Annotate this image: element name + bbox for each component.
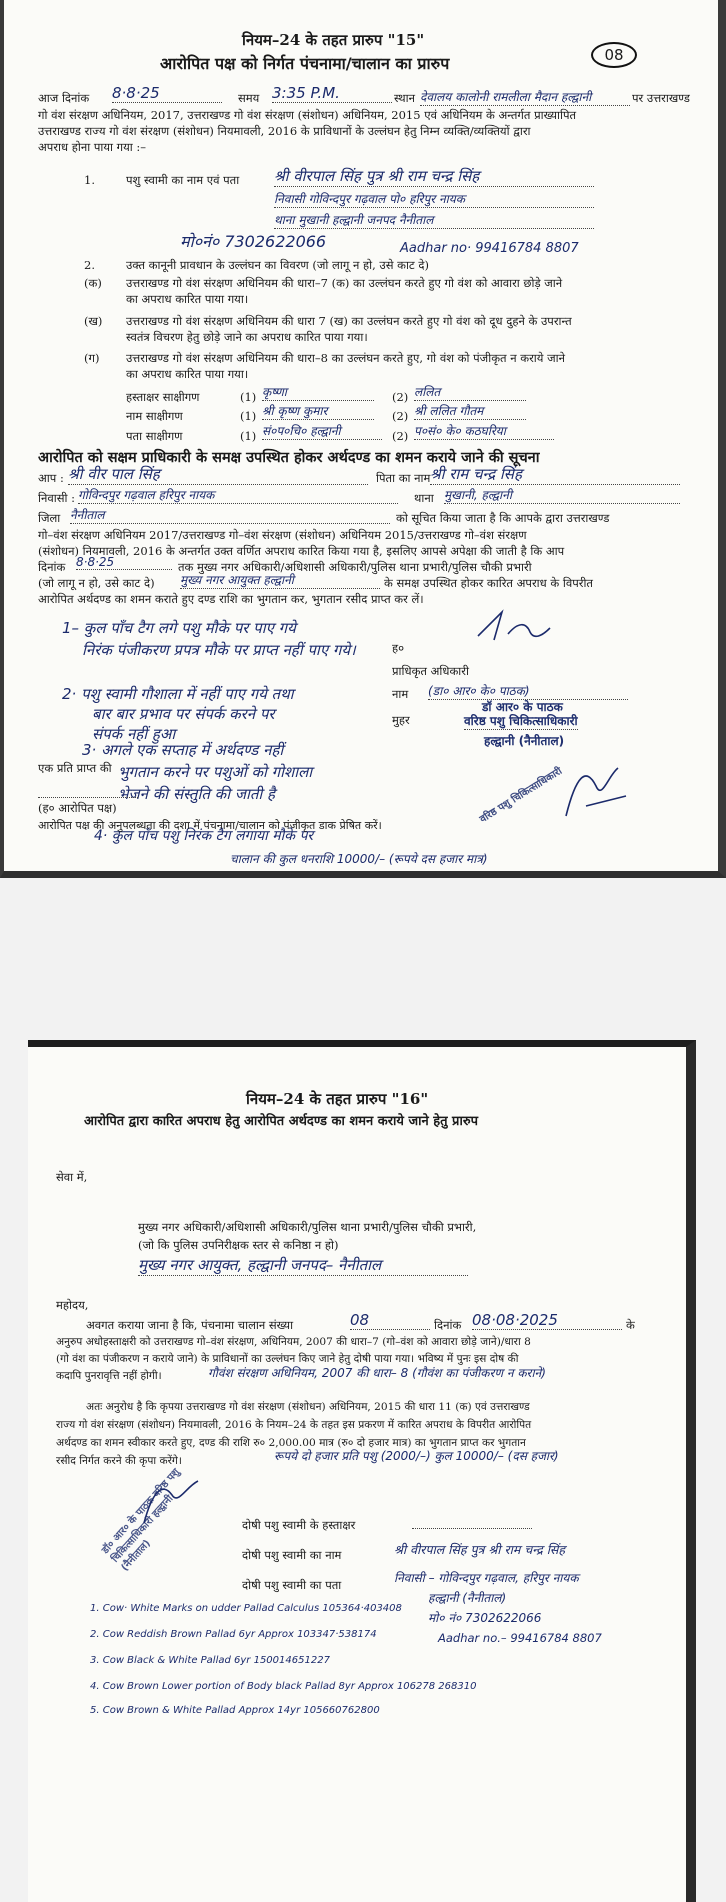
jila-tail: को सूचित किया जाता है कि आपके द्वारा उत्तराखण्ड: [396, 511, 610, 525]
intro-line-2: उत्तराखण्ड राज्य गो वंश संरक्षण (संशोधन) नियमावली, 2016 के प्राविधानों के उल्लंघन हेतु निम्न व्यक्ति/व्यक्तियों द्वारा: [38, 124, 531, 138]
remark-line-3: 2· पशु स्वामी गौशाला में नहीं पाए गये तथा: [62, 685, 294, 703]
remark-line-4: बार बार प्रभाव पर संपर्क करने पर: [92, 705, 275, 723]
stamp-officer-name: डॉ आर० के पाठक: [482, 700, 563, 714]
officer-signature: [472, 606, 562, 650]
niwasi-label: निवासी :: [38, 491, 76, 505]
p1-line-2: (गो वंश का पंजीकरण न कराये जाने) के प्राविधानों का उल्लंघन किए जाने हेतु दोषी पाया गया। भविष्य में पुनः इस दोष की: [56, 1353, 519, 1365]
form15-subtitle: आरोपित पक्ष को निर्गत पंचनामा/चालान का प्रारुप: [160, 54, 450, 73]
sub-ka-line-1: उत्तराखण्ड गो वंश संरक्षण अधिनियम की धारा–7 (क) का उल्लंघन करते हुए गो वंश को आवारा छोड़े जाने: [126, 276, 563, 290]
owner-line-1: श्री वीरपाल सिंह पुत्र श्री राम चन्द्र सिंह: [274, 166, 594, 187]
date-value: 8·8·25: [112, 84, 222, 103]
p2-handwritten: रूपये दो हजार प्रति पशु (2000/–) कुल 10000/– (दस हजार): [274, 1449, 559, 1463]
owner-aadhar: Aadhar no· 99416784 8807: [400, 241, 579, 256]
auth-officer-label: प्राधिकृत अधिकारी: [392, 664, 469, 678]
p2-line-4: रसीद निर्गत करने की कृपा करेंगे।: [56, 1455, 182, 1467]
notice-line-1: गो–वंश संरक्षण अधिनियम 2017/उत्तराखण्ड गो–वंश संरक्षण (संशोधन) अधिनियम 2015/उत्तराखण्ड गो–वंश संरक्षण: [38, 528, 527, 542]
notice-last: आरोपित अर्थदण्ड का शमन कराते हुए दण्ड राशि का भुगतान कर, भुगतान रसीद प्राप्त कर लें।: [38, 592, 424, 606]
stamp-signature: [556, 756, 636, 826]
father-label: पिता का नाम: [376, 471, 431, 485]
witness-no-1-name: (1): [240, 409, 257, 423]
aap-label: आप :: [38, 471, 64, 485]
remark-line-5: संपर्क नहीं हुआ: [92, 725, 176, 743]
sub-ga-line-1: उत्तराखण्ड गो वंश संरक्षण अधिनियम की धारा–8 का उल्लंघन करते हुए, गो वंश को पंजीकृत न कराये जाने: [126, 351, 566, 365]
witness-no-2-addr: (2): [392, 429, 409, 443]
cattle-item-2: 2. Cow Reddish Brown Pallad 6yr Approx 103347·538174: [90, 1629, 377, 1640]
guilty-sign-line: [412, 1527, 532, 1529]
intro-tail: पर उत्तराखण्ड: [632, 91, 690, 105]
jila-label: जिला: [38, 511, 61, 525]
witness2-address: प०सं० के० कठघरिया: [414, 422, 554, 440]
witness2-name: श्री ललित गौतम: [414, 402, 526, 420]
witness1-signature: कृष्णा: [262, 383, 374, 401]
guilty-sign-label: दोषी पशु स्वामी के हस्ताक्षर: [242, 1518, 356, 1532]
time-label: समय: [238, 91, 260, 105]
guilty-name-label: दोषी पशु स्वामी का नाम: [242, 1548, 342, 1562]
mahoday: महोदय,: [56, 1298, 89, 1312]
jolagu-tail: के समक्ष उपस्थित होकर कारित अपराध के विपरीत: [384, 576, 593, 590]
item1-number: 1.: [84, 173, 95, 187]
seal-label: मुहर: [392, 713, 410, 727]
witness-name-label: नाम साक्षीगण: [126, 409, 183, 423]
place-label: स्थान: [394, 91, 415, 105]
cattle-item-1: 1. Cow· White Marks on udder Pallad Calculus 105364·403408: [90, 1603, 402, 1614]
p1-handwritten: गौवंश संरक्षण अधिनियम, 2007 की धारा– 8 (गौवंश का पंजीकरण न कराने): [208, 1366, 546, 1380]
item2-text: उक्त कानूनी प्रावधान के उल्लंघन का विवरण (जो लागू न हो, उसे काट दे): [126, 258, 429, 272]
copy-received-label: एक प्रति प्राप्त की: [38, 761, 112, 775]
police-station: मुखानी, हल्द्वानी: [444, 486, 680, 504]
time-value: 3:35 P.M.: [272, 84, 392, 103]
item1-label: पशु स्वामी का नाम एवं पता: [126, 173, 240, 187]
thana-label: थाना: [414, 491, 434, 505]
p1-date-label: दिनांक: [434, 1318, 462, 1332]
guilty-aadhar: Aadhar no.– 99416784 8807: [438, 1631, 602, 1645]
owner-line-2: निवासी गोविन्दपुर गढ़वाल पो० हरिपुर नायक: [274, 190, 594, 208]
notice-heading: आरोपित को सक्षम प्राधिकारी के समक्ष उपस्थित होकर अर्थदण्ड का शमन कराये जाने की सूचना: [38, 449, 540, 466]
witness2-signature: ललित: [414, 383, 526, 401]
witness-no-2-sign: (2): [392, 390, 409, 404]
cattle-item-4: 4. Cow Brown Lower portion of Body black Pallad 8yr Approx 106278 268310: [90, 1681, 477, 1692]
form16-subtitle: आरोपित द्वारा कारित अपराध हेतु आरोपित अर्थदण्ड का शमन कराये जाने हेतु प्रारुप: [84, 1114, 478, 1129]
ho-label: ह०: [392, 641, 405, 655]
sub-ga-label: (ग): [84, 351, 100, 365]
p1-suffix: के: [626, 1318, 635, 1332]
p2-line-3: अर्थदण्ड का शमन स्वीकार करते हुए, दण्ड की राशि रु० 2,000.00 मात्र (रु० दो हजार मात्र) का भुगतान प्राप्त कर भुगतान: [56, 1437, 526, 1449]
witness1-name: श्री कृष्ण कुमार: [262, 402, 374, 420]
item2-number: 2.: [84, 258, 95, 272]
footer-line: आरोपित पक्ष की अनुपलब्धता की दशा में पंचनामा/चालान को पंजीकृत डाक प्रेषित करें।: [38, 819, 382, 832]
appearance-date: 8·8·25: [76, 555, 172, 570]
notice-line-2: (संशोधन) नियमावली, 2016 के अन्तर्गत उक्त वर्णित अपराध कारित किया गया है, इसलिए आपसे अपेक्षा की जाती है कि आप: [38, 544, 565, 558]
addressee-handwritten: मुख्य नगर आयुक्त, हल्द्वानी जनपद– नैनीताल: [138, 1255, 468, 1276]
guilty-address: निवासी – गोविन्दपुर गढ़वाल, हरिपुर नायक: [394, 1571, 579, 1585]
witness-sign-label: हस्ताक्षर साक्षीगण: [126, 390, 200, 404]
p2-line-2: राज्य गो वंश संरक्षण (संशोधन) नियमावली, 2016 के नियम–24 के तहत इस प्रकरण में कारित अपराध के विपरीत आरोपित: [56, 1419, 532, 1431]
witness1-address: सं०प०चि० हल्द्वानी: [262, 422, 382, 440]
father-name: श्री राम चन्द्र सिंह: [430, 464, 680, 485]
form16-title: नियम–24 के तहत प्रारुप "16": [246, 1090, 429, 1108]
remark-line-6: 3· अगले एक सप्ताह में अर्थदण्ड नहीं: [82, 741, 284, 759]
district: नैनीताल: [70, 506, 390, 524]
sub-kha-line-1: उत्तराखण्ड गो वंश संरक्षण अधिनियम की धारा 7 (ख) का उल्लंघन करते हुए गो वंश को दूध दुहने के उपरान्त: [126, 314, 572, 328]
p1-prefix: अवगत कराया जाना है कि, पंचनामा चालान संख्या: [86, 1318, 294, 1332]
guilty-addr-label: दोषी पशु स्वामी का पता: [242, 1578, 342, 1592]
jolagu-text: (जो लागू न हो, उसे काट दे): [38, 576, 155, 590]
challan-date: 08·08·2025: [472, 1311, 622, 1330]
witness-addr-label: पता साक्षीगण: [126, 429, 183, 443]
witness-no-2-name: (2): [392, 409, 409, 423]
officer-name: (डा० आर० के० पाठक): [428, 682, 628, 700]
remark-line-10: चालान की कुल धनराशि 10000/– (रूपये दस हजार मात्र): [230, 852, 488, 866]
accused-sign-line: [38, 796, 138, 798]
guilty-address-2: हल्द्वानी (नैनीताल): [428, 1591, 507, 1605]
cattle-item-5: 5. Cow Brown & White Pallad Approx 14yr 105660762800: [90, 1705, 380, 1716]
intro-line-3: अपराध होना पाया गया :–: [38, 140, 147, 154]
sub-ga-line-2: का अपराध कारित पाया गया।: [126, 367, 249, 381]
remark-line-8: भेजने की संस्तुति की जाती है: [118, 785, 276, 803]
guilty-mobile: मो० नं० 7302622066: [428, 1611, 542, 1625]
rotated-stamp-1: वरिष्ठ पशु चिकित्साधिकारी: [478, 765, 565, 826]
stamp-designation: वरिष्ठ पशु चिकित्साधिकारी: [464, 714, 578, 728]
stamp-place: हल्द्वानी (नैनीताल): [484, 734, 565, 748]
sub-kha-label: (ख): [84, 314, 103, 328]
seva-me: सेवा में,: [56, 1170, 88, 1184]
dinank-tail: तक मुख्य नगर अधिकारी/अधिशासी अधिकारी/पुलिस थाना प्रभारी/पुलिस चौकी प्रभारी: [178, 560, 532, 574]
authority-name: मुख्य नगर आयुक्त हल्द्वानी: [180, 571, 380, 589]
residence: गोविन्दपुर गढ़वाल हरिपुर नायक: [78, 486, 398, 504]
owner-mobile: मो०नं० 7302622066: [180, 232, 327, 251]
serial-number-circle: 08: [591, 42, 637, 68]
owner-line-3: थाना मुखानी हल्द्वानी जनपद नैनीताल: [274, 211, 594, 229]
intro-line-1: गो वंश संरक्षण अधिनियम, 2017, उत्तराखण्ड गो वंश संरक्षण (संशोधन) अधिनियम, 2015 एवं अधिनियम के अन्तर्गत प्राख्यापित: [38, 108, 577, 122]
sub-ka-line-2: का अपराध कारित पाया गया।: [126, 292, 249, 306]
addressee: मुख्य नगर अधिकारी/अधिशासी अधिकारी/पुलिस थाना प्रभारी/पुलिस चौकी प्रभारी,: [138, 1220, 477, 1234]
remark-line-9: 4· कुल पाँच पशु निरंक टैग लगाया मौके पर: [94, 828, 314, 844]
sub-kha-line-2: स्वतंत्र विचरण हेतु छोड़े जाने का अपराध कारित पाया गया।: [126, 330, 368, 344]
sub-ka-label: (क): [84, 276, 102, 290]
p1-last: कदापि पुनरावृत्ति नहीं होगी।: [56, 1370, 162, 1382]
form15-title: नियम–24 के तहत प्रारुप "15": [242, 31, 425, 49]
date-label: आज दिनांक: [38, 91, 90, 105]
cattle-item-3: 3. Cow Black & White Pallad 6yr 150014651227: [90, 1655, 330, 1666]
form16-stamp-signature: [138, 1473, 208, 1533]
guilty-name: श्री वीरपाल सिंह पुत्र श्री राम चन्द्र सिंह: [394, 1542, 566, 1557]
accused-ho: (ह० आरोपित पक्ष): [38, 801, 117, 815]
accused-name: श्री वीर पाल सिंह: [68, 464, 368, 485]
name-label: नाम: [392, 687, 409, 701]
p2-line-1: अतः अनुरोध है कि कृपया उत्तराखण्ड गो वंश संरक्षण (संशोधन) अधिनियम, 2015 की धारा 11 (क) एवं उत्तराखण्ड: [86, 1401, 530, 1413]
witness-no-1-sign: (1): [240, 390, 257, 404]
place-value: देवालय कालोनी रामलीला मैदान हल्द्वानी: [420, 88, 630, 106]
remark-line-7: भुगतान करने पर पशुओं को गोशाला: [118, 763, 313, 781]
form-16-sheet: [28, 1040, 696, 1902]
remark-line-2: निरंक पंजीकरण प्रपत्र मौके पर प्राप्त नहीं पाए गये।: [82, 641, 356, 659]
challan-number: 08: [350, 1311, 430, 1330]
witness-no-1-addr: (1): [240, 429, 257, 443]
addressee-note: (जो कि पुलिस उपनिरीक्षक स्तर से कनिष्ठा न हो): [138, 1238, 339, 1252]
dinank-label: दिनांक: [38, 560, 66, 574]
remark-line-1: 1– कुल पाँच टैग लगे पशु मौके पर पाए गये: [62, 619, 296, 637]
form-15-sheet: [0, 0, 726, 878]
p1-line-1: अनुरुप अधोहस्ताक्षरी को उत्तराखण्ड गो–वंश संरक्षण, अधिनियम, 2007 की धारा–7 (गो–वंश को आवारा छोड़े जाने)/धारा 8: [56, 1336, 531, 1348]
form16-stamp: डॉ० आर० के पाठक वरिष्ठ पशु चिकित्साधिकारी हल्द्वानी (नैनीताल): [100, 1466, 182, 1574]
